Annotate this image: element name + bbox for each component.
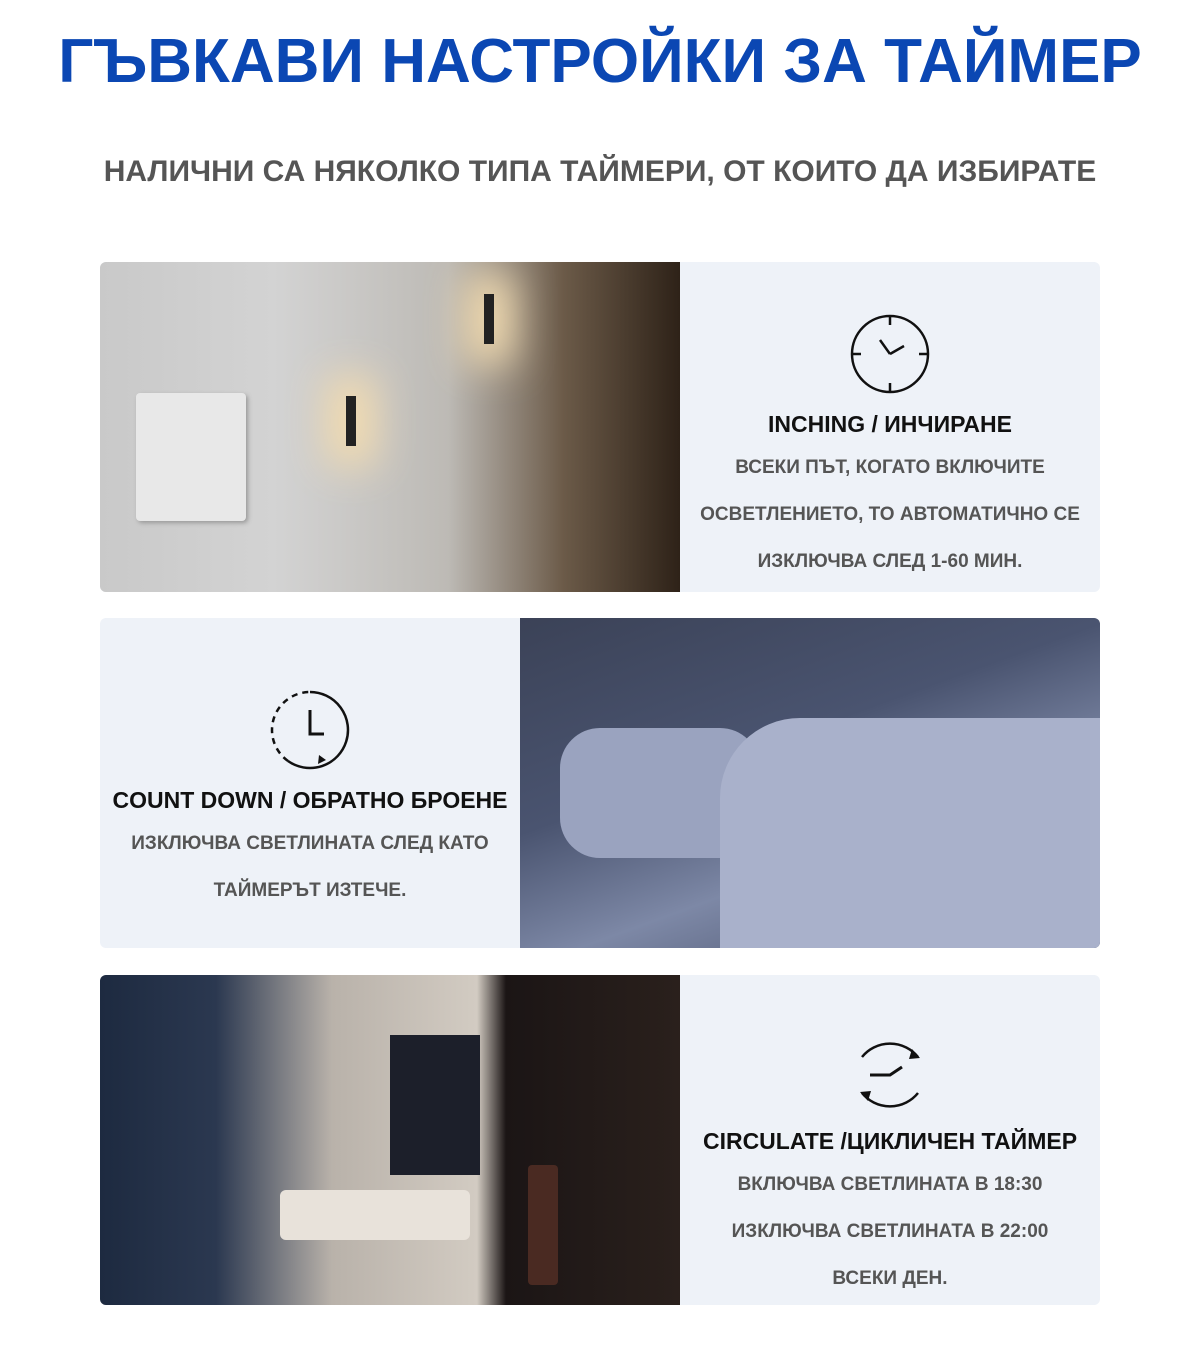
sofa-image — [280, 1190, 470, 1240]
wall-switch-image — [136, 393, 246, 521]
staircase-photo — [100, 262, 680, 592]
living-room-photo — [100, 975, 680, 1305]
cycle-clock-icon — [848, 1033, 932, 1117]
mode-description-line: ВСЕКИ ДЕН. — [832, 1268, 948, 1289]
mode-description-line: ВСЕКИ ПЪТ, КОГАТО ВКЛЮЧИТЕ — [735, 457, 1045, 478]
sleeping-woman-photo — [520, 618, 1100, 948]
countdown-clock-icon — [268, 688, 352, 772]
page-title: ГЪВКАВИ НАСТРОЙКИ ЗА ТАЙМЕР — [58, 27, 1142, 96]
circulate-text — [680, 975, 1100, 1305]
inching-text — [680, 262, 1100, 592]
mode-heading: INCHING / ИНЧИРАНЕ — [768, 411, 1012, 437]
mode-description-line: ИЗКЛЮЧВА СВЕТЛИНАТА В 22:00 — [731, 1221, 1049, 1242]
wall-lamp-image — [484, 294, 494, 344]
mode-description-line: ИЗКЛЮЧВА СВЕТЛИНАТА СЛЕД КАТО — [131, 833, 489, 854]
circulate-card — [100, 975, 1100, 1305]
clock-icon — [848, 312, 932, 396]
mode-heading: COUNT DOWN / ОБРАТНО БРОЕНЕ — [112, 787, 508, 813]
mode-heading: CIRCULATE /ЦИКЛИЧЕН ТАЙМЕР — [702, 1128, 1078, 1154]
blanket-image — [720, 718, 1100, 948]
countdown-card — [100, 618, 1100, 948]
mode-description-line: ОСВЕТЛЕНИЕТО, ТО АВТОМАТИЧНО СЕ — [700, 504, 1080, 525]
mode-description-line: ВКЛЮЧВА СВЕТЛИНАТА В 18:30 — [737, 1174, 1043, 1195]
page-subtitle: НАЛИЧНИ СА НЯКОЛКО ТИПА ТАЙМЕРИ, ОТ КОИТО ДА ИЗБИРАТЕ — [103, 155, 1097, 188]
inching-card — [100, 262, 1100, 592]
wall-art-image — [390, 1035, 480, 1175]
mode-description-line: ТАЙМЕРЪТ ИЗТЕЧЕ. — [213, 880, 407, 901]
smart-lock-image — [528, 1165, 558, 1285]
wall-lamp-image — [346, 396, 356, 446]
countdown-text — [100, 618, 520, 948]
mode-description-line: ИЗКЛЮЧВА СЛЕД 1-60 МИН. — [757, 551, 1023, 572]
